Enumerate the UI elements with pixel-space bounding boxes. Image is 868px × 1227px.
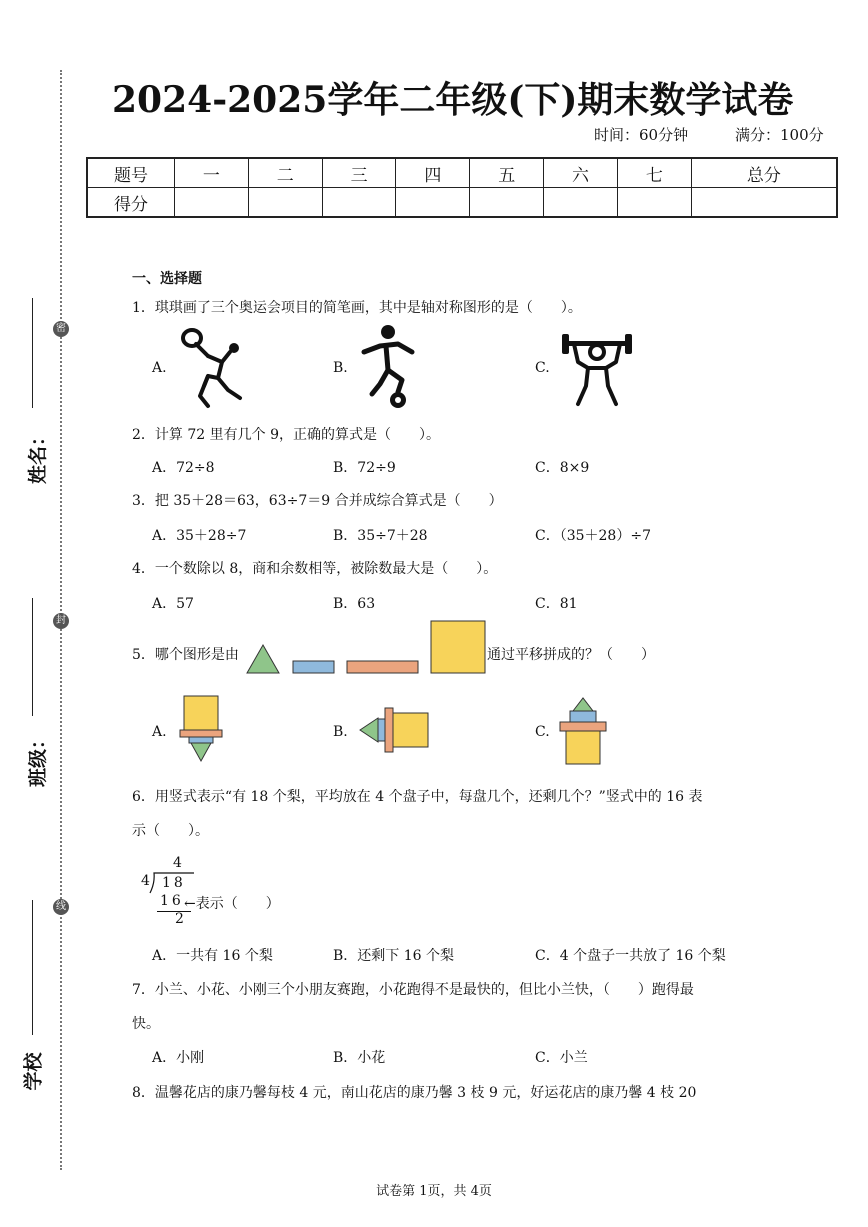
score-cell: 得分 <box>87 188 175 218</box>
q1-option-b[interactable]: B. <box>333 360 348 376</box>
score-cell: 五 <box>470 158 544 188</box>
score-table <box>86 157 838 218</box>
q4-option-a[interactable]: A．57 <box>152 596 194 612</box>
q5-figure-c <box>558 696 608 766</box>
question-2: 2．计算 72 里有几个 9，正确的算式是（ ）。 <box>132 427 440 443</box>
name-label: 姓名： <box>27 426 50 485</box>
class-blank-line <box>32 598 33 716</box>
score-info: 满分：100分 <box>735 126 824 144</box>
score-cell: 六 <box>544 158 618 188</box>
score-cell: 四 <box>396 158 470 188</box>
score-input-cell[interactable] <box>617 188 691 218</box>
name-blank-line <box>32 298 33 408</box>
score-input-cell[interactable] <box>322 188 396 218</box>
page-title: 2024-2025学年二年级(下)期末数学试卷 <box>112 79 794 121</box>
q5-option-a[interactable]: A. <box>152 724 167 740</box>
question-8-line1: 8．温馨花店的康乃馨每枝 4 元，南山花店的康乃馨 3 枝 9 元，好运花店的康乃馨 4 枝 20 <box>132 1085 697 1101</box>
q4-option-b[interactable]: B．63 <box>333 596 376 612</box>
question-4: 4．一个数除以 8，商和余数相等，被除数最大是（ ）。 <box>132 561 498 577</box>
question-5-part2: 通过平移拼成的？（ ） <box>487 647 655 663</box>
question-5-part1: 5．哪个图形是由 <box>132 647 239 663</box>
score-input-cell[interactable] <box>248 188 322 218</box>
q3-option-b[interactable]: B．35÷7＋28 <box>333 528 428 544</box>
q5-option-b[interactable]: B. <box>333 724 348 740</box>
badminton-player-icon <box>178 326 250 410</box>
question-6-line1: 6．用竖式表示“有 18 个梨，平均放在 4 个盘子中，每盘几个，还剩几个？”竖式中的 16 表 <box>132 789 703 805</box>
product: 16 <box>160 893 184 909</box>
q6-option-a[interactable]: A．一共有 16 个梨 <box>152 948 273 964</box>
q2-option-a[interactable]: A．72÷8 <box>152 460 215 476</box>
q4-option-c[interactable]: C．81 <box>535 596 578 612</box>
time-info: 时间：60分钟 <box>594 126 689 144</box>
score-input-cell[interactable] <box>470 188 544 218</box>
class-label: 班级： <box>27 729 50 788</box>
q7-option-c[interactable]: C．小兰 <box>535 1050 588 1066</box>
weightlifter-icon <box>560 326 634 408</box>
q2-option-c[interactable]: C．8×9 <box>535 460 590 476</box>
score-cell: 题号 <box>87 158 175 188</box>
dividend: 18 <box>162 875 186 891</box>
question-6-line2: 示（ ）。 <box>132 823 209 839</box>
score-table-header-row <box>87 158 837 188</box>
question-1: 1．琪琪画了三个奥运会项目的简笔画，其中是轴对称图形的是（ ）。 <box>132 300 582 316</box>
school-blank-line <box>32 900 33 1035</box>
q6-option-c[interactable]: C．4 个盘子一共放了 16 个梨 <box>535 948 726 964</box>
question-7-line1: 7．小兰、小花、小刚三个小朋友赛跑，小花跑得不是最快的，但比小兰快，（ ）跑得最 <box>132 982 694 998</box>
q5-shapes <box>244 618 489 678</box>
q1-option-a[interactable]: A. <box>152 360 167 376</box>
school-label: 学校 <box>22 1052 45 1091</box>
q1-option-c[interactable]: C. <box>535 360 550 376</box>
q5-option-c[interactable]: C. <box>535 724 550 740</box>
q5-figure-a <box>178 694 224 764</box>
score-input-cell[interactable] <box>396 188 470 218</box>
score-cell: 二 <box>248 158 322 188</box>
score-input-cell[interactable] <box>544 188 618 218</box>
score-input-cell[interactable] <box>175 188 249 218</box>
q3-option-a[interactable]: A．35＋28÷7 <box>152 528 247 544</box>
page-footer: 试卷第 1页，共 4页 <box>376 1184 492 1199</box>
q7-option-b[interactable]: B．小花 <box>333 1050 386 1066</box>
q5-figure-b <box>358 706 432 754</box>
score-table-score-row <box>87 188 837 218</box>
remainder: 2 <box>175 911 184 927</box>
section-heading: 一、选择题 <box>132 271 202 287</box>
xian-badge: 线 <box>53 899 69 915</box>
score-input-cell[interactable] <box>691 188 837 218</box>
q6-option-b[interactable]: B．还剩下 16 个梨 <box>333 948 455 964</box>
arrow-label: ←表示（ ） <box>184 896 280 912</box>
score-cell: 一 <box>175 158 249 188</box>
quotient: 4 <box>173 855 182 871</box>
feng-badge: 封 <box>53 613 69 629</box>
soccer-player-icon <box>358 322 426 410</box>
q3-option-c[interactable]: C．（35＋28）÷7 <box>535 528 651 544</box>
score-cell: 三 <box>322 158 396 188</box>
question-3: 3．把 35＋28＝63，63÷7＝9 合并成综合算式是（ ） <box>132 493 503 509</box>
score-cell: 总分 <box>691 158 837 188</box>
q2-option-b[interactable]: B．72÷9 <box>333 460 396 476</box>
mi-badge: 密 <box>53 321 69 337</box>
question-7-line2: 快。 <box>132 1016 160 1032</box>
divisor: 4 <box>141 873 150 889</box>
score-cell: 七 <box>617 158 691 188</box>
q7-option-a[interactable]: A．小刚 <box>152 1050 205 1066</box>
